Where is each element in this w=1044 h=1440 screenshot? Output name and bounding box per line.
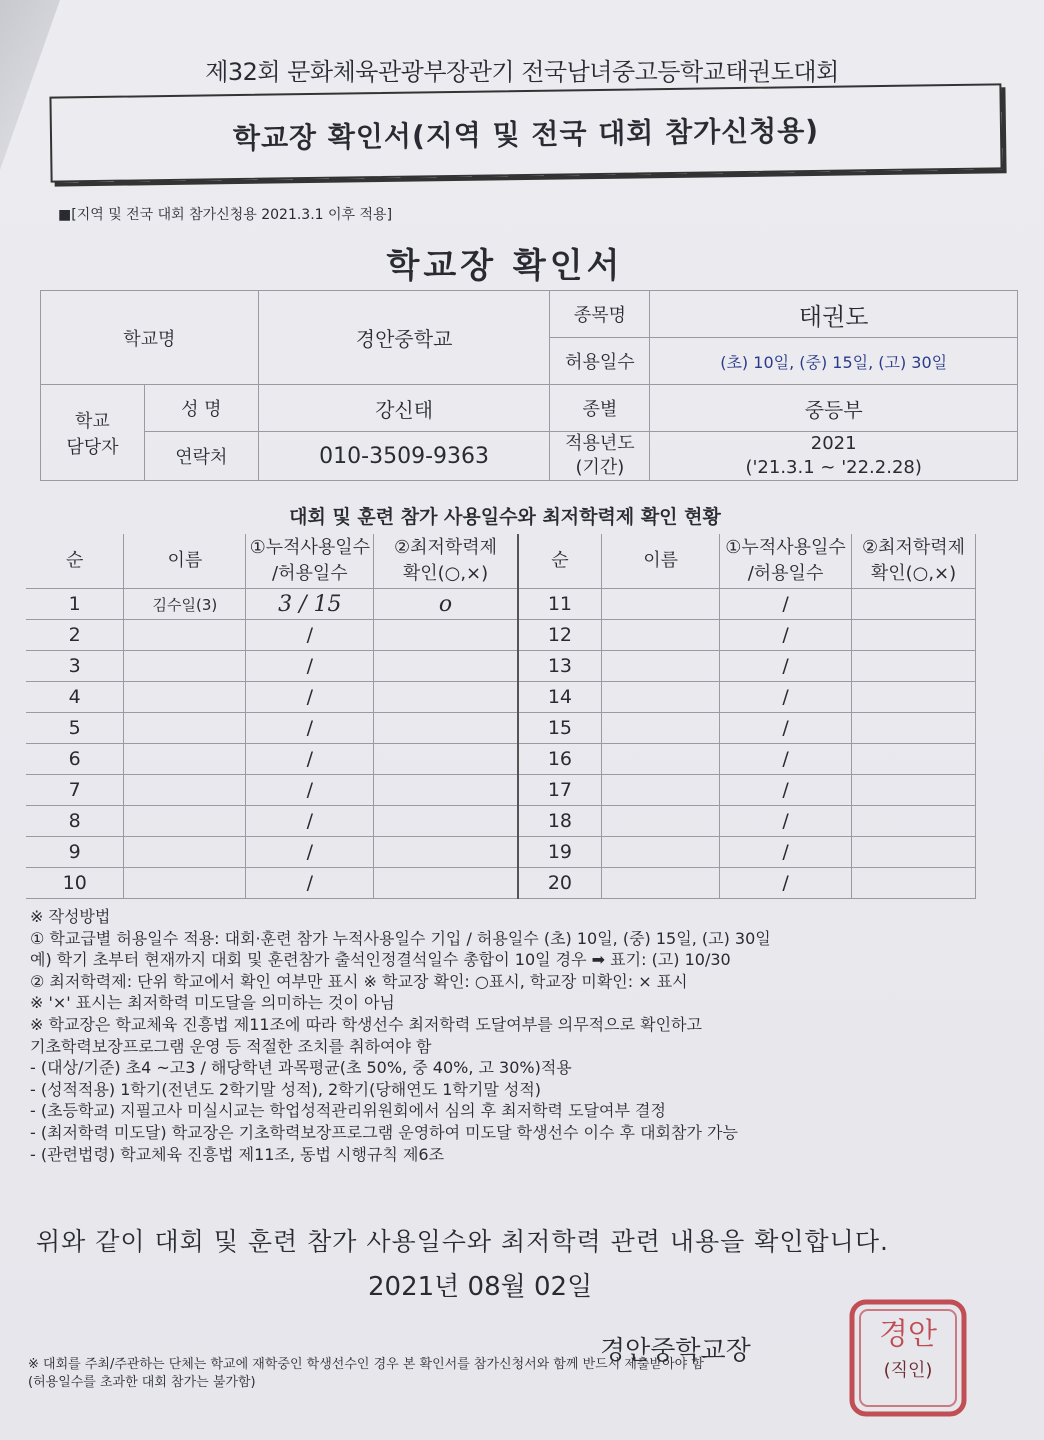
applicable-year-label-line1: 적용년도 bbox=[565, 433, 635, 454]
cell-min-check bbox=[851, 868, 975, 899]
instruction-line: ① 학교급별 허용일수 적용: 대회·훈련 참가 누적사용일수 기입 / 허용일수 (초) 10일, (중) 15일, (고) 30일 bbox=[30, 928, 771, 948]
cell-min-check: o bbox=[374, 589, 518, 620]
sport-value: 태권도 bbox=[650, 291, 1018, 338]
col-header-min-right-line2: 확인(○,×) bbox=[870, 563, 957, 584]
cell-name bbox=[602, 651, 720, 682]
footer-note-line2: (허용일수를 초과한 대회 참가는 불가함) bbox=[28, 1375, 256, 1390]
cell-min-check bbox=[374, 806, 518, 837]
cell-no: 5 bbox=[26, 713, 124, 744]
cell-name bbox=[602, 744, 720, 775]
table-row bbox=[26, 682, 976, 713]
cell-min-check bbox=[851, 651, 975, 682]
cell-no: 12 bbox=[518, 620, 602, 651]
cell-min-check bbox=[851, 589, 975, 620]
table-row bbox=[26, 620, 976, 651]
cell-name bbox=[124, 744, 246, 775]
col-header-no: 순 bbox=[26, 534, 124, 589]
col-header-name: 이름 bbox=[124, 534, 246, 589]
cell-min-check bbox=[374, 744, 518, 775]
table-row bbox=[26, 806, 976, 837]
cell-name bbox=[124, 620, 246, 651]
col-header-name-right: 이름 bbox=[602, 534, 720, 589]
cell-days: / bbox=[246, 837, 374, 868]
document-title: 학교장 확인서 bbox=[386, 246, 624, 286]
confirmation-statement: 위와 같이 대회 및 훈련 참가 사용일수와 최저학력 관련 내용을 확인합니다. bbox=[36, 1227, 889, 1256]
cell-days: / bbox=[246, 713, 374, 744]
cell-no: 8 bbox=[26, 806, 124, 837]
instruction-line: - (성적적용) 1학기(전년도 2학기말 성적), 2학기(당해연도 1학기말 성적) bbox=[30, 1079, 542, 1099]
cell-min-check bbox=[374, 682, 518, 713]
division-label: 종별 bbox=[550, 385, 650, 432]
col-header-days-line2: /허용일수 bbox=[272, 563, 348, 584]
cell-no: 17 bbox=[518, 775, 602, 806]
col-header-min-right bbox=[851, 534, 975, 589]
table-row bbox=[26, 589, 976, 620]
official-seal-stamp bbox=[846, 1296, 970, 1420]
cell-days: / bbox=[720, 775, 852, 806]
col-header-days-right-line2: /허용일수 bbox=[747, 563, 824, 584]
applicable-year-label-line2: (기간) bbox=[575, 457, 625, 478]
cell-name bbox=[602, 589, 720, 620]
applicable-year-value bbox=[650, 432, 1018, 481]
cell-days: / bbox=[246, 806, 374, 837]
instruction-line: - (관련법령) 학교체육 진흥법 제11조, 동법 시행규칙 제6조 bbox=[30, 1144, 445, 1164]
cell-min-check bbox=[374, 868, 518, 899]
cell-no: 14 bbox=[518, 682, 602, 713]
cell-name bbox=[124, 651, 246, 682]
applicable-year-value-line1: 2021 bbox=[810, 433, 857, 454]
cell-no: 19 bbox=[518, 837, 602, 868]
cell-no: 2 bbox=[26, 620, 124, 651]
cell-name bbox=[602, 620, 720, 651]
school-manager-label-line1: 학교 bbox=[75, 410, 110, 432]
cell-days: / bbox=[720, 589, 852, 620]
instruction-line: ※ '×' 표시는 최저학력 미도달을 의미하는 것이 아님 bbox=[30, 993, 395, 1013]
footer-note-line1: ※ 대회를 주최/주관하는 단체는 학교에 재학중인 학생선수인 경우 본 확인서를 참가신청서와 함께 반드시 제출받아야 함 bbox=[28, 1357, 704, 1372]
cell-no: 20 bbox=[518, 868, 602, 899]
cell-min-check bbox=[374, 775, 518, 806]
cell-min-check bbox=[851, 744, 975, 775]
manager-name-label: 성 명 bbox=[144, 385, 258, 432]
writing-instructions bbox=[30, 906, 990, 1165]
cell-name bbox=[124, 713, 246, 744]
cell-min-check bbox=[851, 837, 975, 868]
cell-days: / bbox=[720, 651, 852, 682]
instruction-line: - (초등학교) 지필고사 미실시교는 학업성적관리위원회에서 심의 후 최저학력 도달여부 결정 bbox=[30, 1101, 666, 1121]
table-row bbox=[26, 837, 976, 868]
school-manager-label bbox=[41, 385, 145, 481]
cell-name bbox=[124, 806, 246, 837]
usage-section-title: 대회 및 훈련 참가 사용일수와 최저학력제 확인 현황 bbox=[289, 506, 721, 528]
col-header-days-right-line1: ①누적사용일수 bbox=[725, 537, 846, 558]
col-header-min-line2: 확인(○,×) bbox=[402, 563, 489, 584]
cell-name bbox=[602, 713, 720, 744]
instruction-line: ② 최저학력제: 단위 학교에서 확인 여부만 표시 ※ 학교장 확인: ○표시, 학교장 미확인: × 표시 bbox=[30, 971, 688, 991]
col-header-days-right bbox=[720, 534, 852, 589]
contact-label: 연락처 bbox=[144, 432, 258, 481]
cell-name bbox=[602, 837, 720, 868]
cell-min-check bbox=[851, 682, 975, 713]
cell-min-check bbox=[851, 806, 975, 837]
instruction-line: ※ 작성방법 bbox=[30, 907, 111, 926]
col-header-days-line1: ①누적사용일수 bbox=[249, 537, 371, 558]
cell-days: / bbox=[720, 713, 852, 744]
cell-min-check bbox=[851, 620, 975, 651]
cell-days: / bbox=[720, 744, 852, 775]
cell-no: 3 bbox=[26, 651, 124, 682]
cell-days: / bbox=[720, 620, 852, 651]
contact-value: 010-3509-9363 bbox=[258, 432, 550, 481]
cell-no: 13 bbox=[518, 651, 602, 682]
usage-table bbox=[26, 534, 976, 899]
table-row bbox=[26, 651, 976, 682]
table-row bbox=[26, 775, 976, 806]
cell-name bbox=[602, 868, 720, 899]
cell-no: 16 bbox=[518, 744, 602, 775]
instruction-line: 예) 학기 초부터 현재까지 대회 및 훈련참가 출석인정결석일수 총합이 10일 경우 ➡ 표기: (고) 10/30 bbox=[30, 950, 731, 970]
school-name-value: 경안중학교 bbox=[258, 291, 550, 385]
cell-name bbox=[124, 682, 246, 713]
cell-days: / bbox=[720, 682, 852, 713]
allowed-days-value: (초) 10일, (중) 15일, (고) 30일 bbox=[650, 338, 1018, 385]
cell-days: / bbox=[246, 744, 374, 775]
col-header-no-right: 순 bbox=[518, 534, 602, 589]
cell-no: 15 bbox=[518, 713, 602, 744]
cell-name: 김수일(3) bbox=[124, 589, 246, 620]
seal-text-top: 경안 bbox=[879, 1317, 937, 1352]
cell-days: / bbox=[246, 620, 374, 651]
cell-no: 18 bbox=[518, 806, 602, 837]
cell-min-check bbox=[851, 713, 975, 744]
principal-signature-line: 경안중학교장 bbox=[600, 1336, 751, 1366]
table-row bbox=[26, 744, 976, 775]
cell-min-check bbox=[374, 651, 518, 682]
school-name-label: 학교명 bbox=[41, 291, 259, 385]
cell-days: 3 / 15 bbox=[246, 589, 374, 620]
instruction-line: - (최저학력 미도달) 학교장은 기초학력보장프로그램 운영하여 미도달 학생선수 이수 후 대회참가 가능 bbox=[30, 1122, 738, 1142]
cell-days: / bbox=[246, 682, 374, 713]
applicability-note: ■[지역 및 전국 대회 참가신청용 2021.3.1 이후 적용] bbox=[58, 207, 393, 223]
cell-name bbox=[124, 837, 246, 868]
col-header-min-line1: ②최저학력제 bbox=[393, 537, 498, 558]
cell-no: 4 bbox=[26, 682, 124, 713]
cell-name bbox=[602, 775, 720, 806]
cell-name bbox=[124, 868, 246, 899]
col-header-days bbox=[246, 534, 374, 589]
instruction-line: 기초학력보장프로그램 운영 등 적절한 조치를 취하여야 함 bbox=[30, 1036, 432, 1056]
allowed-days-label: 허용일수 bbox=[550, 338, 650, 385]
col-header-min-right-line1: ②최저학력제 bbox=[861, 537, 966, 558]
cell-no: 7 bbox=[26, 775, 124, 806]
applicable-year-label bbox=[550, 432, 650, 481]
cell-days: / bbox=[720, 837, 852, 868]
school-info-table bbox=[40, 290, 1018, 481]
cell-no: 9 bbox=[26, 837, 124, 868]
form-title-box bbox=[49, 83, 1002, 182]
footer-note bbox=[28, 1356, 704, 1392]
sport-label: 종목명 bbox=[550, 291, 650, 338]
cell-min-check bbox=[374, 837, 518, 868]
cell-min-check bbox=[851, 775, 975, 806]
form-title: 학교장 확인서(지역 및 전국 대회 참가신청용) bbox=[232, 113, 820, 156]
applicable-year-value-line2: ('21.3.1 ~ '22.2.28) bbox=[745, 457, 922, 478]
cell-days: / bbox=[246, 868, 374, 899]
cell-no: 6 bbox=[26, 744, 124, 775]
cell-days: / bbox=[720, 806, 852, 837]
cell-no: 11 bbox=[518, 589, 602, 620]
manager-name-value: 강신태 bbox=[258, 385, 550, 432]
cell-days: / bbox=[720, 868, 852, 899]
cell-days: / bbox=[246, 775, 374, 806]
confirmation-date: 2021년 08월 02일 bbox=[368, 1272, 593, 1302]
division-value: 중등부 bbox=[650, 385, 1018, 432]
table-row bbox=[26, 713, 976, 744]
school-manager-label-line2: 담당자 bbox=[66, 436, 119, 458]
cell-name bbox=[602, 806, 720, 837]
cell-name bbox=[602, 682, 720, 713]
cell-no: 10 bbox=[26, 868, 124, 899]
cell-min-check bbox=[374, 620, 518, 651]
cell-days: / bbox=[246, 651, 374, 682]
cell-no: 1 bbox=[26, 589, 124, 620]
instruction-line: ※ 학교장은 학교체육 진흥법 제11조에 따라 학생선수 최저학력 도달여부를 의무적으로 확인하고 bbox=[30, 1014, 702, 1034]
seal-text-mid: (직인) bbox=[883, 1360, 933, 1381]
event-title: 제32회 문화체육관광부장관기 전국남녀중고등학교태권도대회 bbox=[205, 58, 839, 86]
instruction-line: - (대상/기준) 초4 ~고3 / 해당학년 과목평균(초 50%, 중 40%, 고 30%)적용 bbox=[30, 1058, 572, 1078]
cell-name bbox=[124, 775, 246, 806]
col-header-min bbox=[374, 534, 518, 589]
cell-min-check bbox=[374, 713, 518, 744]
table-row bbox=[26, 868, 976, 899]
